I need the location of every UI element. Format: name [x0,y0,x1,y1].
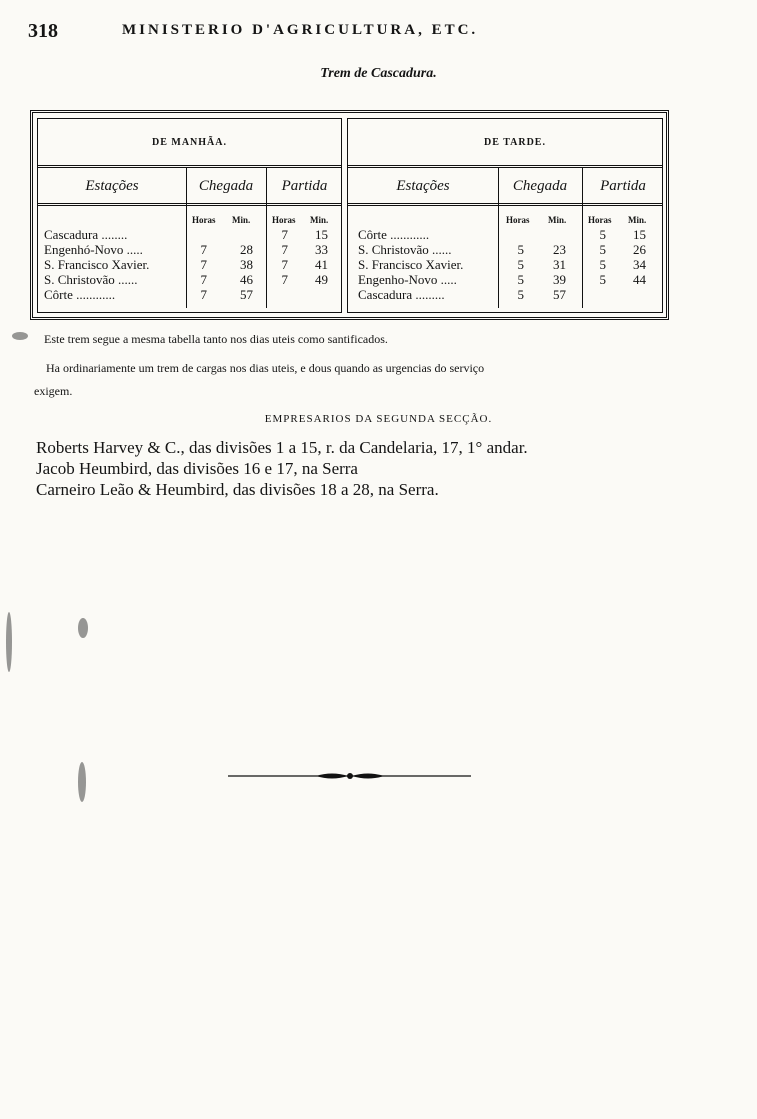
departure-hour: 7 [281,272,288,287]
afternoon-timetable [347,118,663,313]
arrival-minute: 57 [553,287,566,302]
arrival-hour: 7 [200,272,207,287]
arrival-hour: 5 [517,287,524,302]
note-line: exigem. [34,384,73,398]
unit-hours: Horas [192,215,216,225]
station-name: S. Francisco Xavier. [44,257,150,272]
scan-mark [6,612,12,672]
arrival-hour: 7 [200,257,207,272]
station-name: Engenho-Novo ..... [358,272,457,287]
column-divider [582,168,583,308]
departure-minute: 44 [633,272,646,287]
departure-minute: 34 [633,257,646,272]
arrival-minute: 31 [553,257,566,272]
arrival-minute: 46 [240,272,253,287]
column-header-departure: Partida [281,178,328,194]
arrival-minute: 57 [240,287,253,302]
morning-timetable [37,118,342,313]
column-header-departure: Partida [600,178,646,194]
column-header-stations: Estações [85,178,139,194]
unit-minutes: Min. [232,215,251,225]
station-name: Côrte ............ [44,287,116,302]
departure-minute: 26 [633,242,646,257]
unit-minutes: Min. [628,215,647,225]
note-line: Ha ordinariamente um trem de cargas nos dias uteis, e dous quando as urgencias do serviço [46,361,485,375]
timetable [30,110,669,320]
station-name: Engenhó-Novo ..... [44,242,143,257]
scan-mark [12,332,28,340]
ornamental-rule [228,770,471,782]
arrival-hour: 5 [517,242,524,257]
arrival-hour: 5 [517,257,524,272]
header-rule [38,203,341,206]
contractors-heading: EMPRESARIOS DA SEGUNDA SECÇÃO. [264,413,493,425]
page-number: 318 [28,20,58,42]
unit-hours: Horas [272,215,296,225]
unit-hours: Horas [588,215,612,225]
arrival-minute: 38 [240,257,253,272]
header-rule [38,165,341,168]
departure-minute: 15 [315,227,328,242]
morning-label: DE MANHÃA. [152,137,227,148]
arrival-minute: 39 [553,272,566,287]
arrival-hour: 7 [200,242,207,257]
column-header-arrival: Chegada [198,178,254,194]
departure-minute: 15 [633,227,646,242]
column-divider [498,168,499,308]
column-header-arrival: Chegada [512,178,568,194]
departure-hour: 5 [599,272,606,287]
departure-minute: 41 [315,257,328,272]
station-name: S. Christovão ...... [358,242,452,257]
departure-hour: 5 [599,242,606,257]
station-name: S. Francisco Xavier. [358,257,464,272]
column-divider [186,168,187,308]
arrival-hour: 7 [200,287,207,302]
station-name: S. Christovão ...... [44,272,138,287]
arrival-minute: 23 [553,242,566,257]
note-line: Este trem segue a mesma tabella tanto nos dias uteis como santificados. [44,332,388,346]
unit-hours: Horas [506,215,530,225]
column-header-stations: Estações [396,178,450,194]
departure-hour: 5 [599,257,606,272]
station-name: Cascadura ......... [358,287,445,302]
departure-minute: 33 [315,242,328,257]
contractor-line: Roberts Harvey & C., das divisões 1 a 15, r. da Candelaria, 17, 1° andar. [36,438,528,457]
afternoon-label: DE TARDE. [484,137,546,148]
station-name: Côrte ............ [358,227,430,242]
section-title: Trem de Cascadura. [320,66,437,81]
departure-hour: 7 [281,227,288,242]
scan-mark [78,618,88,638]
header-rule [348,203,662,206]
contractor-line: Carneiro Leão & Heumbird, das divisões 18 a 28, na Serra. [36,480,439,499]
arrival-minute: 28 [240,242,253,257]
arrival-hour: 5 [517,272,524,287]
unit-minutes: Min. [548,215,567,225]
contractor-line: Jacob Heumbird, das divisões 16 e 17, na Serra [36,459,358,478]
scan-mark [78,762,86,802]
departure-hour: 7 [281,257,288,272]
departure-hour: 5 [599,227,606,242]
departure-hour: 7 [281,242,288,257]
header-rule [348,165,662,168]
departure-minute: 49 [315,272,328,287]
station-name: Cascadura ........ [44,227,128,242]
running-head: MINISTERIO D'AGRICULTURA, ETC. [122,22,479,38]
unit-minutes: Min. [310,215,329,225]
column-divider [266,168,267,308]
